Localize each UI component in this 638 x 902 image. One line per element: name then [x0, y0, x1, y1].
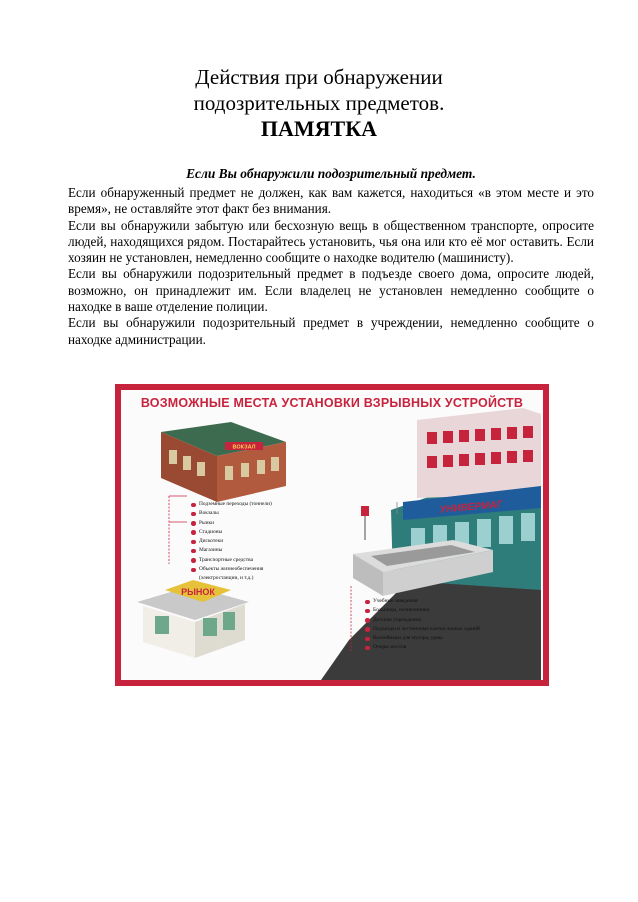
- title-line-1: Действия при обнаружении: [195, 65, 443, 89]
- market-sign: РЫНОК: [181, 587, 215, 597]
- list-item-continuation: (электростанции, и т.д.): [199, 575, 254, 582]
- list-item: Контейнеры для мусора, урны: [365, 634, 480, 643]
- list-item: Подземные переходы (тоннели): [191, 500, 272, 509]
- section-subtitle: Если Вы обнаружили подозрительный предмет.: [186, 166, 476, 181]
- list-item: Стадионы: [191, 528, 272, 537]
- paragraph: Если вы обнаружили подозрительный предмет в подъезде своего дома, опросите людей, возможно, он принадлежит им. Если владелец не установлен немедленно сообщите о находке в ваше отделение полиции.: [68, 266, 594, 315]
- list-item: Учебные заведения: [365, 597, 480, 606]
- title-memo: ПАМЯТКА: [260, 116, 378, 141]
- list-item: Детские учреждения: [365, 616, 480, 625]
- list-item: Подъезды и лестничные клетки жилых зданий: [365, 625, 480, 634]
- store-sign: УНИВЕРМАГ: [439, 499, 504, 516]
- station-building: [161, 422, 286, 502]
- left-locations-list: [191, 500, 272, 584]
- right-locations-list: [365, 597, 480, 653]
- station-sign: ВОКЗАЛ: [232, 444, 256, 451]
- poster-title: ВОЗМОЖНЫЕ МЕСТА УСТАНОВКИ ВЗРЫВНЫХ УСТРОЙСТВ: [140, 396, 524, 410]
- list-item: Транспортные средства: [191, 556, 272, 565]
- list-item: Больницы, поликлиники: [365, 606, 480, 615]
- list-item: Дискотеки: [191, 537, 272, 546]
- list-item: Объекты жизнеобеспечения: [191, 565, 272, 574]
- paragraph: Если вы обнаружили забытую или бесхозную вещь в общественном транспорте, опросите людей, находящихся рядом. Постарайтесь установить, чья она или кто её мог оставить. Если хозяин не установлен, немедленно сообщите о находке водителю (машинисту).: [68, 217, 594, 266]
- list-item: Рынки: [191, 519, 272, 528]
- market-building: [137, 580, 249, 658]
- paragraph: Если обнаруженный предмет не должен, как вам кажется, находиться «в этом месте и это время», не оставляйте этот факт без внимания.: [68, 185, 594, 217]
- instructions-text: [68, 185, 594, 348]
- title-line-2: подозрительных предметов.: [193, 91, 445, 115]
- list-item: Опоры мостов: [365, 643, 480, 652]
- poster-content: [121, 390, 543, 680]
- list-item: Вокзалы: [191, 509, 272, 518]
- page-title: [0, 64, 638, 142]
- explosive-locations-poster: [115, 384, 549, 686]
- list-item: Магазины: [191, 546, 272, 555]
- paragraph: Если вы обнаружили подозрительный предмет в учреждении, немедленно сообщите о находке администрации.: [68, 315, 594, 347]
